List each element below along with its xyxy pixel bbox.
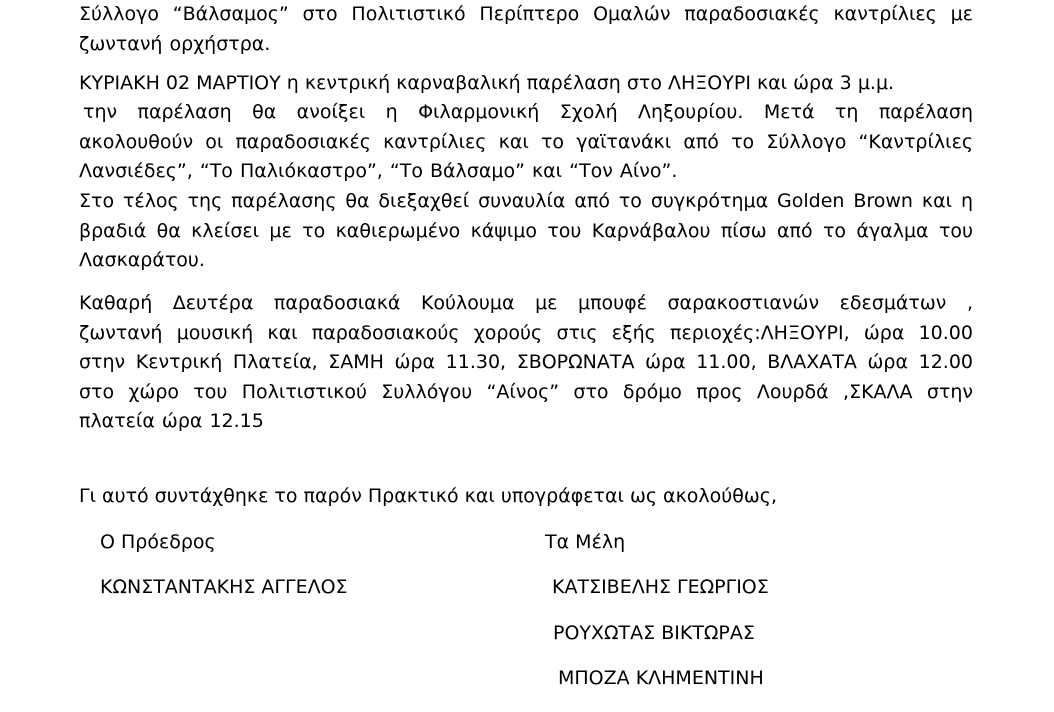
- text-line: Σύλλογο “Βάλσαμος” στο Πολιτιστικό Περίπτερο Ομαλών παραδοσιακές καντρίλιες με: [79, 3, 973, 25]
- closing-statement: Γι αυτό συντάχθηκε το παρόν Πρακτικό και υπογράφεται ως ακολούθως,: [79, 485, 777, 507]
- text-line: Λασκαράτου.: [79, 249, 205, 271]
- text-line: Καθαρή Δευτέρα παραδοσιακά Κούλουμα με μπουφέ σαρακοστιανών εδεσμάτων ,: [79, 292, 973, 314]
- text-line: πλατεία ώρα 12.15: [79, 410, 264, 432]
- members-title: Τα Μέλη: [545, 531, 626, 553]
- text-line: ακολουθούν οι παραδοσιακές καντρίλιες και το γαϊτανάκι από το Σύλλογο “Καντρίλιες: [79, 130, 973, 153]
- text-line: Λανσιέδες”, “Το Παλιόκαστρο”, “Το Βάλσαμο” και “Τον Αίνο”.: [79, 160, 678, 182]
- president-title: Ο Πρόεδρος: [100, 531, 216, 553]
- text-line: Στο τέλος της παρέλασης θα διεξαχθεί συναυλία από το συγκρότημα Golden Brown και η: [79, 190, 973, 212]
- text-line: στο χώρο του Πολιτιστικού Συλλόγου “Αίνος” στο δρόμο προς Λουρδά ,ΣΚΑΛΑ στην: [79, 380, 973, 403]
- paragraph-kouluma: [79, 289, 973, 437]
- paragraph-parade: [79, 98, 973, 187]
- text-line: την παρέλαση θα ανοίξει η Φιλαρμονική Σχολή Ληξουρίου. Μετά τη παρέλαση: [83, 101, 973, 123]
- text-line: ζωντανή ορχήστρα.: [79, 32, 271, 55]
- member-name: ΚΑΤΣΙΒΕΛΗΣ ΓΕΩΡΓΙΟΣ: [552, 576, 769, 598]
- president-name: ΚΩΝΣΤΑΝΤΑΚΗΣ ΑΓΓΕΛΟΣ: [100, 576, 348, 598]
- text-line: στην Κεντρική Πλατεία, ΣΑΜΗ ώρα 11.30, ΣΒΟΡΩΝΑΤΑ ώρα 11.00, ΒΛΑΧΑΤΑ ώρα 12.00: [79, 351, 973, 373]
- member-name: ΡΟΥΧΩΤΑΣ ΒΙΚΤΩΡΑΣ: [553, 622, 755, 644]
- text-line: βραδιά θα κλείσει με το καθιερωμένο κάψιμο του Καρνάβαλου πίσω από το άγαλμα του: [79, 219, 973, 242]
- member-name: ΜΠΟΖΑ ΚΛΗΜΕΝΤΙΝΗ: [558, 667, 764, 689]
- text-line: ζωντανή μουσική και παραδοσιακούς χορούς στις εξής περιοχές:ΛΗΞΟΥΡΙ, ώρα 10.00: [79, 321, 973, 344]
- parade-heading: ΚΥΡΙΑΚΗ 02 ΜΑΡΤΙΟΥ η κεντρική καρναβαλική παρέλαση στο ΛΗΞΟΥΡΙ και ώρα 3 μ.μ.: [79, 72, 895, 94]
- paragraph-omalon: [79, 0, 973, 59]
- paragraph-concert: [79, 187, 973, 276]
